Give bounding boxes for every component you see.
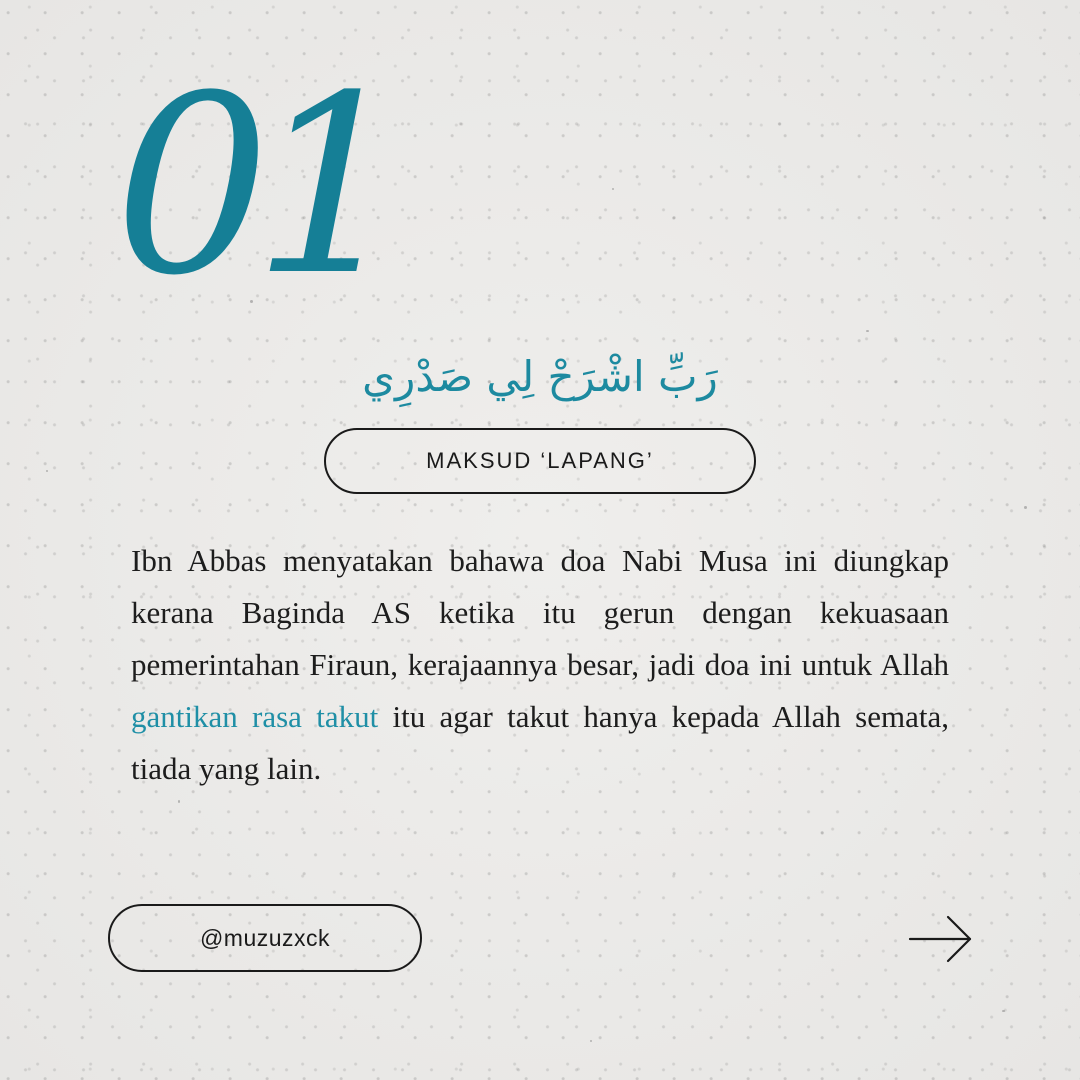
arrow-right-icon[interactable]: [908, 915, 974, 963]
paper-speck: [866, 330, 869, 332]
paper-speck: [46, 470, 48, 472]
handle-text: @muzuzxck: [199, 924, 331, 951]
paper-speck: [178, 800, 180, 803]
paper-speck: [1024, 506, 1027, 509]
body-paragraph: [131, 535, 949, 795]
body-highlight: gantikan rasa takut: [131, 699, 379, 734]
slide-number: 01: [114, 44, 392, 330]
section-label-pill: [324, 428, 756, 494]
arabic-verse: رَبِّ اشْرَحْ لِي صَدْرِي: [362, 352, 718, 401]
body-text-start: Ibn Abbas menyatakan bahawa doa Nabi Musa ini diungkap kerana Baginda AS ketika itu gerun dengan kekuasaan pemerintahan Firaun, kerajaannya besar, jadi doa ini untuk Allah: [131, 543, 949, 682]
paper-speck: [1002, 1010, 1005, 1012]
paper-speck: [590, 1040, 592, 1042]
body-text-end: itu agar takut hanya kepada Allah semata, tiada yang lain.: [131, 699, 949, 786]
paper-speck: [612, 188, 614, 190]
handle-pill[interactable]: [108, 904, 422, 972]
section-label: MAKSUD ‘LAPANG’: [426, 448, 654, 473]
